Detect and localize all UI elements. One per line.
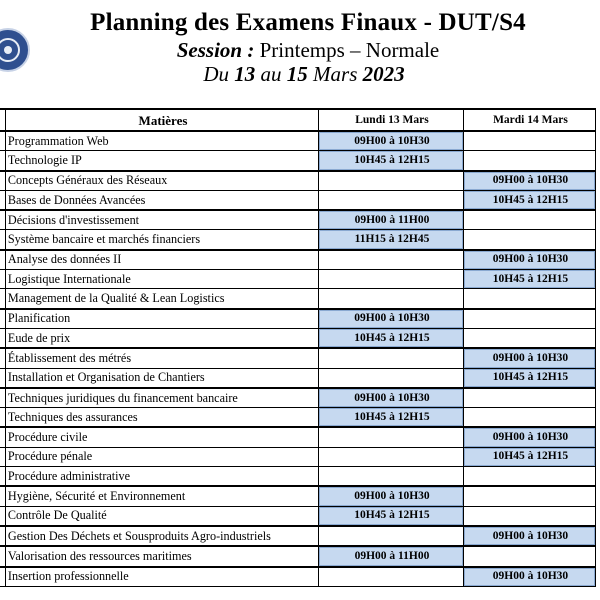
dates-end: 15: [286, 62, 308, 86]
col-subject-header: Matières: [5, 109, 318, 131]
subject-cell: Management de la Qualité & Lean Logistics: [5, 289, 318, 309]
day2-time-cell: 09H00 à 10H30: [463, 171, 595, 191]
day1-time-cell: 09H00 à 10H30: [319, 309, 464, 329]
day2-time-cell: 10H45 à 12H15: [463, 190, 595, 210]
day2-time-cell: [463, 131, 595, 151]
day2-time-cell: [463, 230, 595, 250]
subject-cell: Procédure pénale: [5, 447, 318, 466]
day2-time-cell: 09H00 à 10H30: [463, 567, 595, 587]
table-row: [0, 131, 596, 151]
subject-cell: Programmation Web: [5, 131, 318, 151]
table-row: [0, 348, 596, 368]
day1-time-cell: [319, 447, 464, 466]
subject-cell: Installation et Organisation de Chantiers: [5, 368, 318, 388]
day1-time-cell: [319, 467, 464, 487]
subject-cell: Logistique Internationale: [5, 270, 318, 289]
day2-time-cell: [463, 546, 595, 566]
table-row: [0, 546, 596, 566]
subject-cell: Établissement des métrés: [5, 348, 318, 368]
subject-cell: Décisions d'investissement: [5, 210, 318, 230]
subject-cell: Insertion professionnelle: [5, 567, 318, 587]
day1-time-cell: 09H00 à 10H30: [319, 131, 464, 151]
table-row: [0, 427, 596, 447]
table-row: [0, 289, 596, 309]
day1-time-cell: 09H00 à 11H00: [319, 210, 464, 230]
subject-cell: Gestion Des Déchets et Sousproduits Agro-industriels: [5, 526, 318, 546]
subject-cell: Planification: [5, 309, 318, 329]
subject-cell: Valorisation des ressources maritimes: [5, 546, 318, 566]
col-day1-header: Lundi 13 Mars: [319, 109, 464, 131]
subject-cell: Technologie IP: [5, 151, 318, 171]
day1-time-cell: 10H45 à 12H15: [319, 151, 464, 171]
exam-schedule-table: [0, 108, 596, 587]
table-body: [0, 131, 596, 586]
day2-time-cell: 09H00 à 10H30: [463, 526, 595, 546]
day2-time-cell: [463, 486, 595, 506]
day2-time-cell: 10H45 à 12H15: [463, 270, 595, 289]
page-header: [0, 8, 600, 86]
day1-time-cell: [319, 289, 464, 309]
table-row: [0, 408, 596, 428]
subject-cell: Techniques juridiques du financement bancaire: [5, 388, 318, 408]
day2-time-cell: [463, 151, 595, 171]
day2-time-cell: [463, 467, 595, 487]
dates-au: au: [260, 62, 282, 86]
table-row: [0, 328, 596, 348]
day2-time-cell: 10H45 à 12H15: [463, 447, 595, 466]
day2-time-cell: 10H45 à 12H15: [463, 368, 595, 388]
subject-cell: Concepts Généraux des Réseaux: [5, 171, 318, 191]
table-row: [0, 486, 596, 506]
day1-time-cell: 11H15 à 12H45: [319, 230, 464, 250]
day1-time-cell: [319, 171, 464, 191]
day2-time-cell: 09H00 à 10H30: [463, 348, 595, 368]
session-value: Printemps – Normale: [259, 38, 440, 62]
table-row: [0, 190, 596, 210]
table-row: [0, 526, 596, 546]
day1-time-cell: [319, 368, 464, 388]
day2-time-cell: [463, 408, 595, 428]
table-row: [0, 250, 596, 270]
subject-cell: Contrôle De Qualité: [5, 506, 318, 526]
table-row: [0, 309, 596, 329]
day2-time-cell: [463, 309, 595, 329]
day1-time-cell: [319, 270, 464, 289]
day1-time-cell: [319, 526, 464, 546]
subject-cell: Techniques des assurances: [5, 408, 318, 428]
table-row: [0, 368, 596, 388]
dates-year: 2023: [362, 62, 405, 86]
table-row: [0, 467, 596, 487]
day1-time-cell: 09H00 à 10H30: [319, 486, 464, 506]
table-row: [0, 151, 596, 171]
dates-start: 13: [234, 62, 256, 86]
date-range: [4, 62, 600, 86]
subject-cell: Analyse des données II: [5, 250, 318, 270]
subject-cell: Bases de Données Avancées: [5, 190, 318, 210]
table-row: [0, 388, 596, 408]
table-header-row: [0, 109, 596, 131]
table-row: [0, 567, 596, 587]
subject-cell: Hygiène, Sécurité et Environnement: [5, 486, 318, 506]
subject-cell: Procédure civile: [5, 427, 318, 447]
subject-cell: Eude de prix: [5, 328, 318, 348]
day1-time-cell: [319, 348, 464, 368]
dates-du: Du: [203, 62, 230, 86]
day1-time-cell: [319, 567, 464, 587]
table-row: [0, 270, 596, 289]
table-row: [0, 447, 596, 466]
table-row: [0, 210, 596, 230]
table-row: [0, 230, 596, 250]
day1-time-cell: 10H45 à 12H15: [319, 328, 464, 348]
day1-time-cell: [319, 250, 464, 270]
day2-time-cell: [463, 328, 595, 348]
table-row: [0, 171, 596, 191]
dates-month: Mars: [313, 62, 358, 86]
day1-time-cell: 10H45 à 12H15: [319, 506, 464, 526]
page-title: Planning des Examens Finaux - DUT/S4: [90, 9, 526, 36]
day2-time-cell: [463, 506, 595, 526]
day2-time-cell: 09H00 à 10H30: [463, 427, 595, 447]
session-line: [8, 38, 600, 62]
day1-time-cell: 09H00 à 11H00: [319, 546, 464, 566]
day1-time-cell: 10H45 à 12H15: [319, 408, 464, 428]
day2-time-cell: [463, 210, 595, 230]
subject-cell: Système bancaire et marchés financiers: [5, 230, 318, 250]
day1-time-cell: [319, 427, 464, 447]
subject-cell: Procédure administrative: [5, 467, 318, 487]
day2-time-cell: [463, 388, 595, 408]
session-label: Session :: [176, 38, 255, 62]
col-day2-header: Mardi 14 Mars: [463, 109, 595, 131]
table-row: [0, 506, 596, 526]
day2-time-cell: 09H00 à 10H30: [463, 250, 595, 270]
day2-time-cell: [463, 289, 595, 309]
day1-time-cell: [319, 190, 464, 210]
day1-time-cell: 09H00 à 10H30: [319, 388, 464, 408]
